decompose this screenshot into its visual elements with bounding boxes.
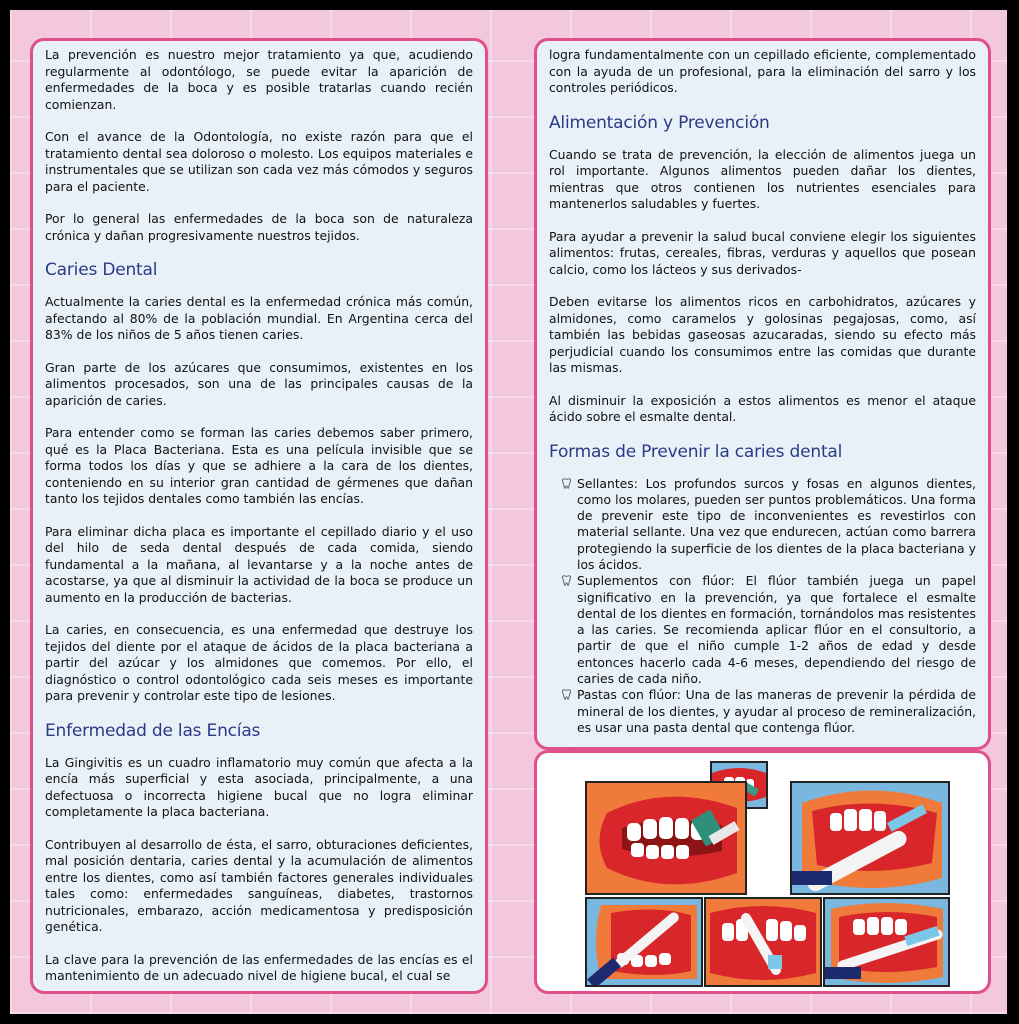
section-heading-formas: Formas de Prevenir la caries dental bbox=[549, 441, 843, 462]
intro-paragraph: La prevención es nuestro mejor tratamiento ya que, acudiendo regularmente al odontólogo, se puede evitar la aparición de enfermedades de la boca y es posible tratarlas cuando recién comienzan. bbox=[45, 47, 473, 112]
list-item-text: Sellantes: Los profundos surcos y fosas en algunos dientes, como los molares, pueden ser puntos problemáticos. Una forma de prevenir este tipo de inconvenientes es revestirlos con material sellante. Una vez que endurecen, actúan como barrera protegiendo la superficie de los dientes de la placa bacteriana y los ácidos. bbox=[577, 475, 976, 572]
prevention-list bbox=[549, 476, 976, 737]
paragraph: Cuando se trata de prevención, la elección de alimentos juega un rol importante. Algunos alimentos pueden dañar los dientes, mientras que otros contienen los nutrientes esenciales para mantenerlos saludables y fuertes. bbox=[549, 146, 976, 211]
paragraph: Contribuyen al desarrollo de ésta, el sarro, obturaciones deficientes, mal posición dentaria, caries dental y la acumulación de alimentos entre los dientes, como así también factores generales individuales tales como: enfermedades sanguíneas, diabetes, trastornos nutricionales, embarazo, acción medicamentosa y predisposición genética. bbox=[45, 836, 473, 934]
brushing-illustration bbox=[823, 897, 950, 987]
brushing-illustration bbox=[585, 781, 747, 895]
brushing-illustrations-panel bbox=[534, 750, 991, 994]
paragraph: Gran parte de los azúcares que consumimos, existentes en los alimentos procesados, son una de las principales causas de la aparición de caries. bbox=[45, 359, 473, 408]
list-item-text: Pastas con flúor: Una de las maneras de prevenir la pérdida de mineral de los dientes, y ayudar al proceso de remineralización, es usar una pasta dental que contenga flúor. bbox=[577, 687, 976, 735]
brushing-illustration bbox=[704, 897, 822, 987]
section-heading-caries: Caries Dental bbox=[45, 260, 158, 280]
paragraph: Con el avance de la Odontología, no existe razón para que el tratamiento dental sea doloroso o molesto. Los equipos materiales e instrumentales que se utilizan son cada vez más cómodos y seguros para el paciente. bbox=[45, 129, 473, 194]
paragraph: Por lo general las enfermedades de la boca son de naturaleza crónica y dañan progresivamente nuestros tejidos. bbox=[45, 211, 473, 243]
paragraph: Actualmente la caries dental es la enfermedad crónica más común, afectando al 80% de la población mundial. En Argentina cerca del 83% de los niños de 5 años tienen caries. bbox=[45, 294, 473, 342]
brushing-illustration bbox=[585, 897, 703, 987]
paragraph: Para ayudar a prevenir la salud bucal conviene elegir los siguientes alimentos: frutas, cereales, fibras, verduras y aquellos que posean calcio, como los lácteos y sus derivados- bbox=[549, 228, 976, 277]
paragraph: La clave para la prevención de las enfermedades de las encías es el mantenimiento de un adecuado nivel de higiene bucal, el cual se bbox=[45, 951, 473, 983]
tooth-icon bbox=[561, 478, 572, 490]
paragraph: Al disminuir la exposición a estos alimentos es menor el ataque ácido sobre el esmalte dental. bbox=[549, 392, 976, 424]
paragraph: La caries, en consecuencia, es una enfermedad que destruye los tejidos del diente por el ataque de ácidos de la placa bacteriana a partir del azúcar y los almidones que comemos. Por ello, el diagnóstico o control odontológico cada seis meses es importante para prevenir y controlar este tipo de lesiones. bbox=[45, 622, 473, 703]
paragraph: Para eliminar dicha placa es importante el cepillado diario y el uso del hilo de seda dental después de cada comida, siendo fundamental a la mañana, al levantarse y a la noche antes de acostarse, ya que al disminuir la actividad de la boca se produce un aumento en la producción de bacterias. bbox=[45, 523, 473, 605]
left-text-panel bbox=[30, 38, 488, 994]
paragraph: logra fundamentalmente con un cepillado eficiente, complementado con la ayuda de un profesional, para la eliminación del sarro y los controles periódicos. bbox=[549, 47, 976, 95]
list-item bbox=[577, 573, 976, 687]
paragraph: Deben evitarse los alimentos ricos en carbohidratos, azúcares y almidones, como caramelos y golosinas pegajosas, como, así también las bebidas gaseosas azucaradas, siendo su efecto más perjudicial cuando los consumimos entre las comidas que durante las mismas. bbox=[549, 294, 976, 375]
paragraph: La Gingivitis es un cuadro inflamatorio muy común que afecta a la encía más superficial y esta asociada, principalmente, a una defectuosa o incorrecta higiene bucal que no logra eliminar completamente la placa bacteriana. bbox=[45, 754, 473, 819]
brochure-page bbox=[10, 10, 1007, 1014]
right-text-panel bbox=[534, 38, 991, 750]
paragraph: Para entender como se forman las caries debemos saber primero, qué es la Placa Bacteriana. Esta es una película invisible que se forma todos los días y que se adhiere a la cara de los dientes, conteniendo en su interior gran cantidad de gérmenes que dañan tanto los tejidos dentales como también las encías. bbox=[45, 425, 473, 506]
list-item-text: Suplementos con flúor: El flúor también juega un papel significativo en la prevención, ya que fortalece el esmalte dental de los dientes en formación, tornándolos mas resistentes a las caries. Se recomienda aplicar flúor en el consultorio, a partir de que el niño cumple 1-2 años de edad y desde entonces hacerlo cada 4-6 meses, dependiendo del riesgo de caries de cada niño. bbox=[577, 573, 976, 687]
tooth-icon bbox=[561, 575, 572, 587]
list-item bbox=[577, 687, 976, 736]
list-item bbox=[577, 476, 976, 574]
brushing-illustration bbox=[790, 781, 950, 895]
section-heading-alimentacion: Alimentación y Prevención bbox=[549, 112, 770, 133]
section-heading-encias: Enfermedad de las Encías bbox=[45, 720, 261, 741]
tooth-icon bbox=[561, 689, 572, 701]
